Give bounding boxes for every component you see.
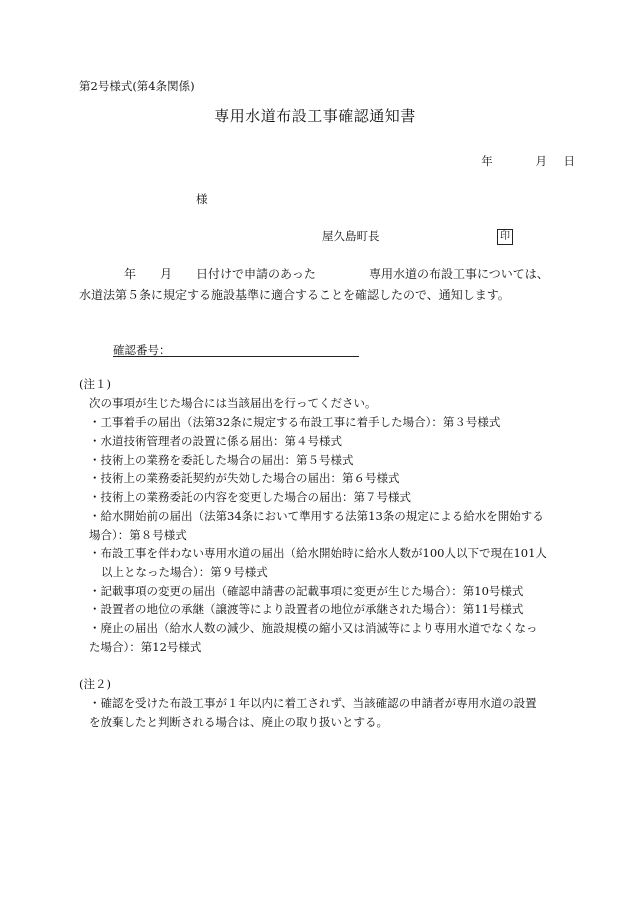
note1-line: ・技術上の業務委託の内容を変更した場合の届出：第７号様式 (89, 490, 411, 504)
date-line (461, 156, 575, 168)
note1-line: ・給水開始前の届出（法第34条において準用する法第13条の規定による給水を開始する (89, 509, 544, 523)
body-year-label: 年 (124, 267, 137, 281)
note1-line: ・布設工事を伴わない専用水道の届出（給水開始時に給水人数が100人以下で現在101人 (89, 546, 547, 560)
note1-line: ・設置者の地位の承継（譲渡等により設置者の地位が承継された場合）：第11号様式 (89, 602, 524, 616)
body-day-text: 日付けで申請のあった (196, 267, 316, 281)
note1-line: 場合）：第８号様式 (89, 528, 187, 542)
form-number: 第2号様式(第4条関係) (79, 79, 195, 93)
note1-line: ・廃止の届出（給水人数の減少、施設規模の縮小又は消滅等により専用水道でなくなっ (89, 621, 538, 635)
body-line-2: 水道法第５条に規定する施設基準に適合することを確認したので、通知します。 (79, 288, 510, 302)
date-year-label: 年 (481, 154, 493, 168)
note1-heading: (注１) (79, 377, 111, 391)
note1-line: た場合）：第12号様式 (89, 640, 202, 654)
note1-line: ・技術上の業務委託契約が失効した場合の届出：第６号様式 (89, 471, 400, 485)
note2-line: ・確認を受けた布設工事が１年以内に着工されず、当該確認の申請者が専用水道の設置 (89, 696, 537, 710)
confirmation-number-label: 確認番号： (113, 343, 171, 357)
note1-line: ・技術上の業務を委託した場合の届出：第５号様式 (89, 453, 354, 467)
body-month-label: 月 (160, 267, 173, 281)
date-month-label: 月 (535, 154, 547, 168)
seal-mark: 印 (497, 229, 513, 245)
note1-line: ・工事着手の届出（法第32条に規定する布設工事に着手した場合）：第３号様式 (89, 415, 501, 429)
note1-line: 以上となった場合）：第９号様式 (101, 565, 268, 579)
issuer-name: 屋久島町長 (322, 229, 380, 243)
confirmation-number-field[interactable] (113, 356, 359, 357)
note1-line: ・水道技術管理者の設置に係る届出：第４号様式 (89, 434, 342, 448)
addressee-suffix: 様 (196, 192, 208, 206)
body-text-end: 専用水道の布設工事については、 (369, 267, 549, 281)
note1-intro: 次の事項が生じた場合には当該届出を行ってください。 (89, 396, 377, 410)
page-title: 専用水道布設工事確認通知書 (214, 107, 416, 125)
date-day-label: 日 (563, 154, 575, 168)
note2-line: を放棄したと判断される場合は、廃止の取り扱いとする。 (89, 715, 388, 729)
note1-line: ・記載事項の変更の届出（確認申請書の記載事項に変更が生じた場合）：第10号様式 (89, 584, 524, 598)
note2-heading: (注２) (79, 677, 111, 691)
